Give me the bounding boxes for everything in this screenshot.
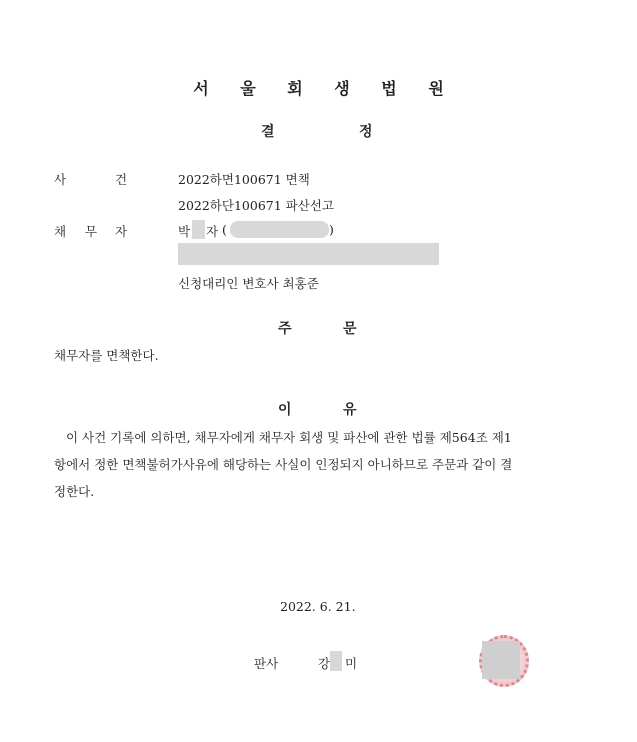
debtor-name-last: 자 xyxy=(206,224,219,239)
judge-name-first: 강 xyxy=(318,656,331,671)
reason-line-3: 정한다. xyxy=(54,484,95,499)
debtor-label-3: 자 xyxy=(115,224,128,239)
representative: 신청대리인 변호사 최홍준 xyxy=(178,276,319,291)
order-heading-left: 주 xyxy=(278,321,292,337)
case-number-1: 2022하면100671 면책 xyxy=(178,172,310,187)
case-number-2: 2022하단100671 파산선고 xyxy=(178,198,334,213)
redaction-name-middle xyxy=(192,220,205,239)
doc-type-right: 정 xyxy=(359,124,373,140)
doc-type-left: 결 xyxy=(261,124,275,140)
redaction-address xyxy=(178,243,439,265)
reason-heading-right: 유 xyxy=(343,402,357,418)
debtor-open-paren: ( xyxy=(222,222,227,237)
redaction-judge-name xyxy=(330,651,342,671)
redaction-seal xyxy=(482,641,520,679)
case-label-left: 사 xyxy=(54,172,67,187)
judge-name-last: 미 xyxy=(345,656,358,671)
case-label-right: 건 xyxy=(115,172,128,187)
judge-title: 판사 xyxy=(254,656,279,671)
decision-date: 2022. 6. 21. xyxy=(280,599,356,614)
reason-heading-left: 이 xyxy=(278,402,292,418)
redaction-id-number xyxy=(230,221,329,238)
debtor-name-first: 박 xyxy=(178,224,191,239)
reason-line-1: 이 사건 기록에 의하면, 채무자에게 채무자 회생 및 파산에 관한 법률 제564조 제1 xyxy=(66,430,512,445)
order-text: 채무자를 면책한다. xyxy=(54,348,159,363)
debtor-label-2: 무 xyxy=(85,224,98,239)
reason-line-2: 항에서 정한 면책불허가사유에 해당하는 사실이 인정되지 아니하므로 주문과 같이 결 xyxy=(54,457,513,472)
court-name: 서 울 회 생 법 원 xyxy=(193,79,457,98)
order-heading-right: 문 xyxy=(343,321,357,337)
debtor-close-paren: ) xyxy=(329,222,334,237)
debtor-label-1: 채 xyxy=(54,224,67,239)
